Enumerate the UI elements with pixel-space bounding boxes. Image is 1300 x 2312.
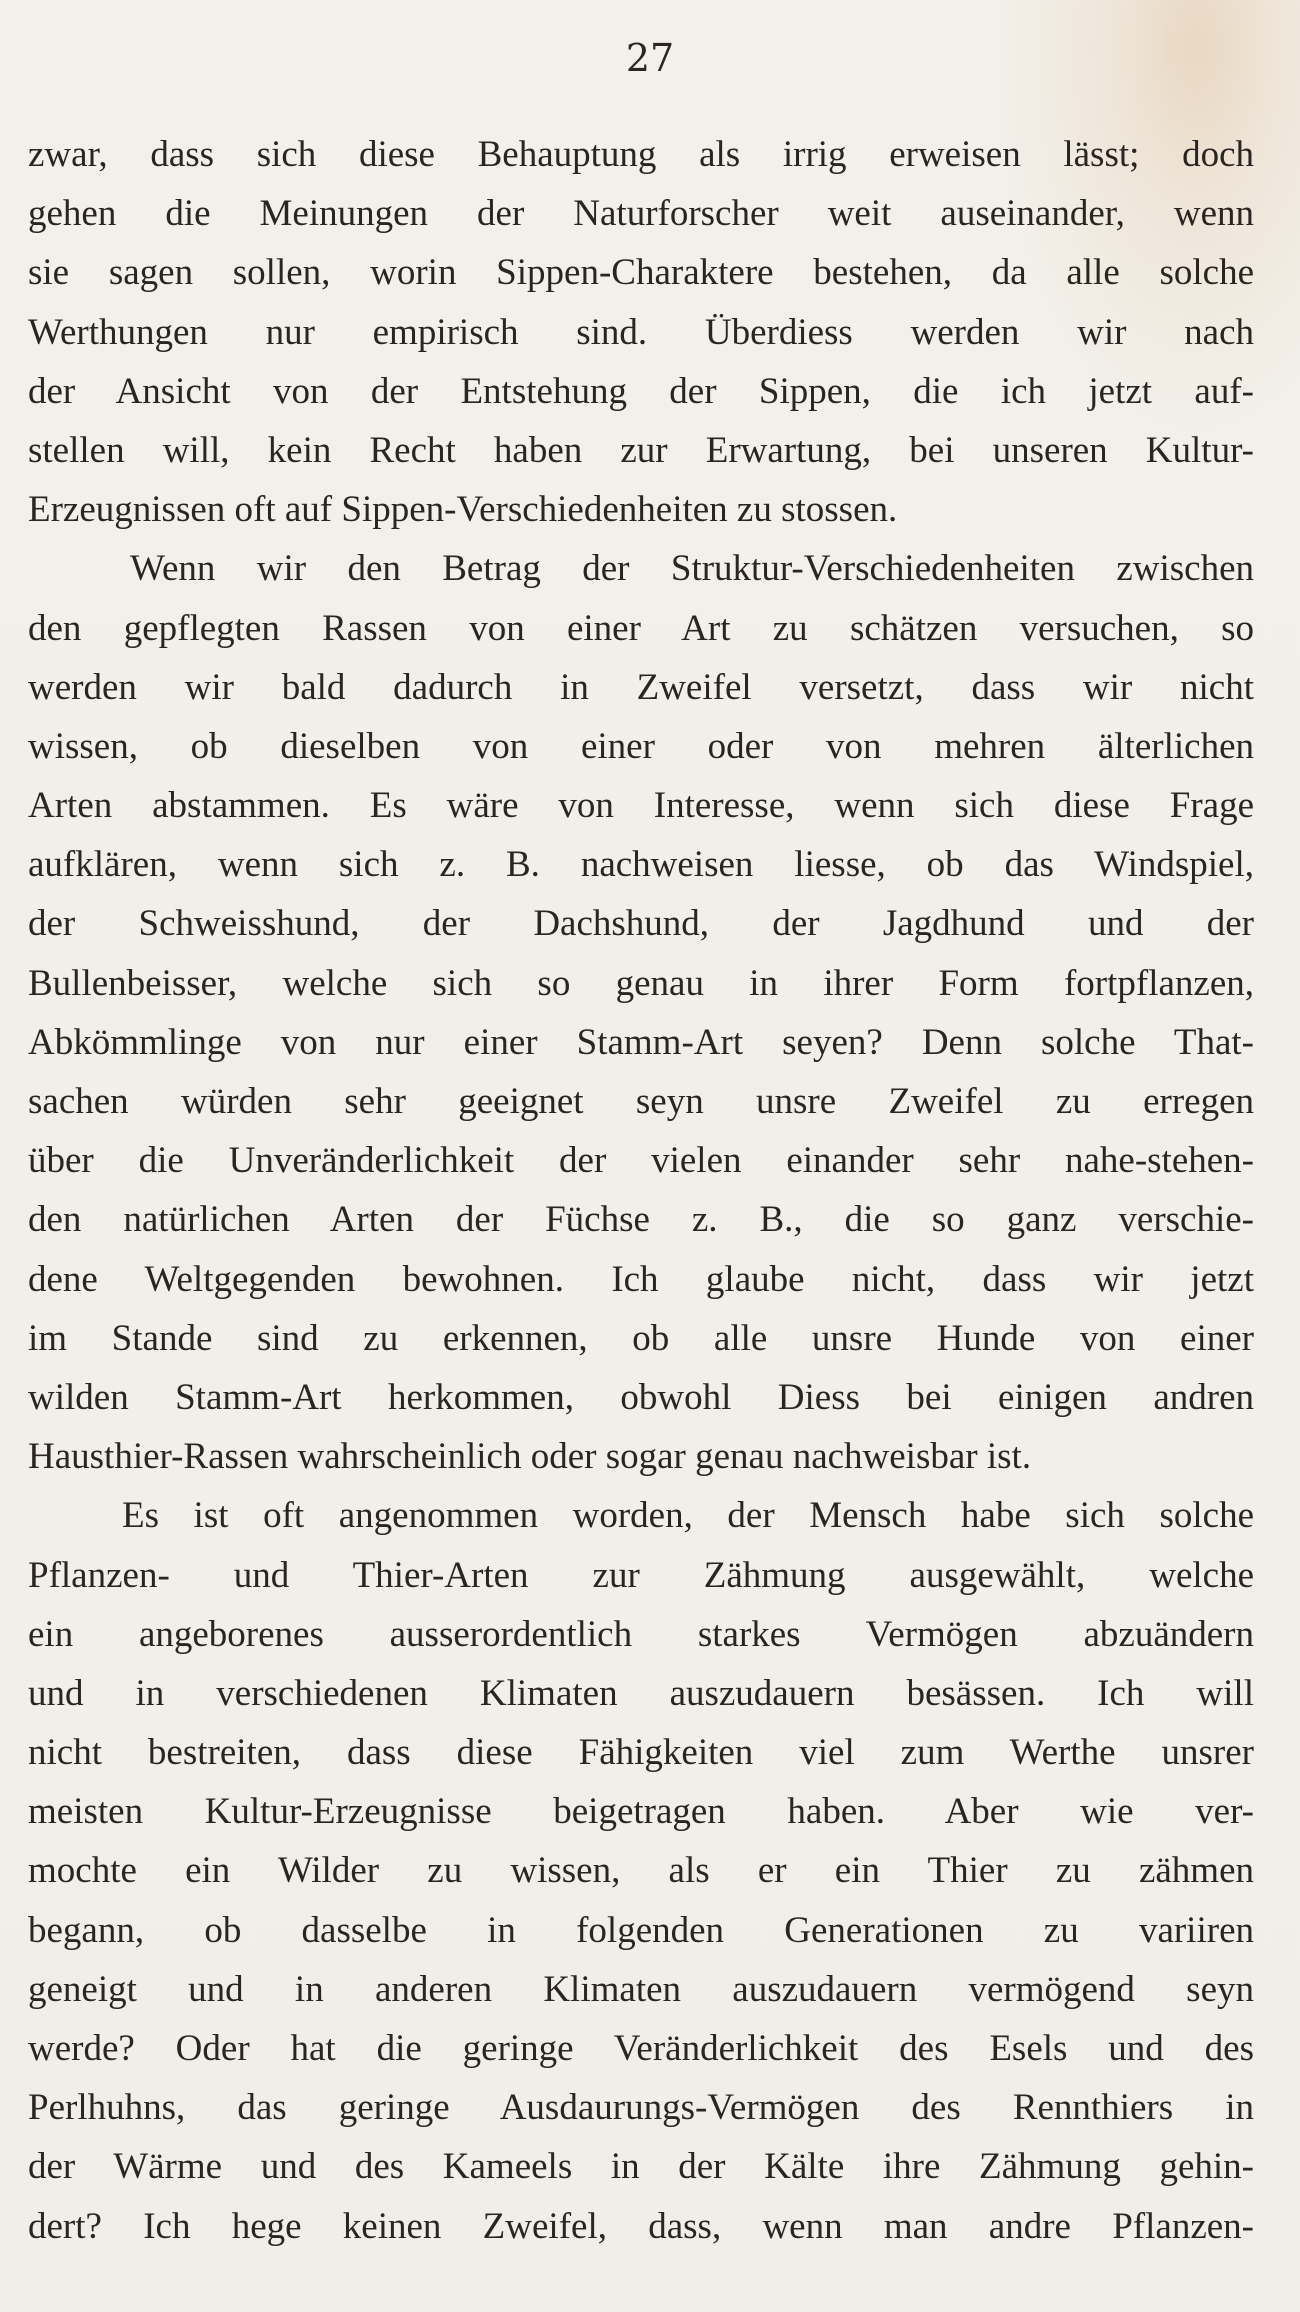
text-line: gehen die Meinungen der Naturforscher weit auseinander, wenn (28, 193, 1254, 235)
text-line: Bullenbeisser, welche sich so genau in ihrer Form fortpflanzen, (28, 962, 1254, 1004)
text-line: wilden Stamm-Art herkommen, obwohl Diess bei einigen andren (28, 1376, 1254, 1418)
text-line: dene Weltgegenden bewohnen. Ich glaube nicht, dass wir jetzt (28, 1258, 1254, 1300)
text-line: geneigt und in anderen Klimaten auszudauern vermögend seyn (28, 1968, 1254, 2010)
text-line: mochte ein Wilder zu wissen, als er ein Thier zu zähmen (28, 1850, 1254, 1892)
text-line: den natürlichen Arten der Füchse z. B., die so ganz verschie- (28, 1199, 1254, 1241)
text-line: Erzeugnissen oft auf Sippen-Verschiedenheiten zu stossen. (28, 489, 898, 531)
body-text (28, 125, 1254, 2256)
text-line: werden wir bald dadurch in Zweifel versetzt, dass wir nicht (28, 666, 1254, 708)
text-line: den gepflegten Rassen von einer Art zu schätzen versuchen, so (28, 607, 1254, 649)
text-line: der Wärme und des Kameels in der Kälte ihre Zähmung gehin- (28, 2146, 1254, 2188)
text-line: Hausthier-Rassen wahrscheinlich oder sogar genau nachweisbar ist. (28, 1436, 1032, 1478)
text-line: Pflanzen- und Thier-Arten zur Zähmung ausgewählt, welche (28, 1554, 1254, 1596)
text-line: meisten Kultur-Erzeugnisse beigetragen haben. Aber wie ver- (28, 1791, 1254, 1833)
text-line: Perlhuhns, das geringe Ausdaurungs-Vermögen des Rennthiers in (28, 2087, 1254, 2129)
page-number: 27 (625, 36, 675, 80)
text-line: ein angeborenes ausserordentlich starkes Vermögen abzuändern (28, 1613, 1254, 1655)
text-line: werde? Oder hat die geringe Veränderlichkeit des Esels und des (28, 2028, 1254, 2069)
text-line: wissen, ob dieselben von einer oder von mehren älterlichen (28, 725, 1254, 767)
text-line: und in verschiedenen Klimaten auszudauern besässen. Ich will (28, 1672, 1254, 1714)
text-line: Arten abstammen. Es wäre von Interesse, wenn sich diese Frage (28, 785, 1254, 827)
text-line: begann, ob dasselbe in folgenden Generationen zu variiren (28, 1909, 1254, 1951)
text-line: aufklären, wenn sich z. B. nachweisen liesse, ob das Windspiel, (28, 844, 1254, 886)
paragraph-start-line: Es ist oft angenommen worden, der Mensch habe sich solche (122, 1495, 1254, 1537)
text-line: Werthungen nur empirisch sind. Überdiess werden wir nach (28, 311, 1254, 353)
paragraph-start-line: Wenn wir den Betrag der Struktur-Verschiedenheiten zwischen (130, 548, 1254, 590)
text-line: der Schweisshund, der Dachshund, der Jagdhund und der (28, 903, 1254, 945)
text-line: im Stande sind zu erkennen, ob alle unsre Hunde von einer (28, 1317, 1254, 1359)
text-line: nicht bestreiten, dass diese Fähigkeiten viel zum Werthe unsrer (28, 1732, 1254, 1774)
text-line: der Ansicht von der Entstehung der Sippen, die ich jetzt auf- (28, 370, 1254, 412)
text-line: über die Unveränderlichkeit der vielen einander sehr nahe-stehen- (28, 1140, 1254, 1182)
text-line: zwar, dass sich diese Behauptung als irrig erweisen lässt; doch (28, 134, 1254, 175)
text-line: stellen will, kein Recht haben zur Erwartung, bei unseren Kultur- (28, 429, 1254, 471)
text-line: sie sagen sollen, worin Sippen-Charaktere bestehen, da alle solche (28, 252, 1254, 294)
text-line: sachen würden sehr geeignet seyn unsre Zweifel zu erregen (28, 1081, 1254, 1122)
text-line: Abkömmlinge von nur einer Stamm-Art seyen? Denn solche That- (28, 1021, 1254, 1063)
text-line: dert? Ich hege keinen Zweifel, dass, wenn man andre Pflanzen- (28, 2205, 1254, 2247)
